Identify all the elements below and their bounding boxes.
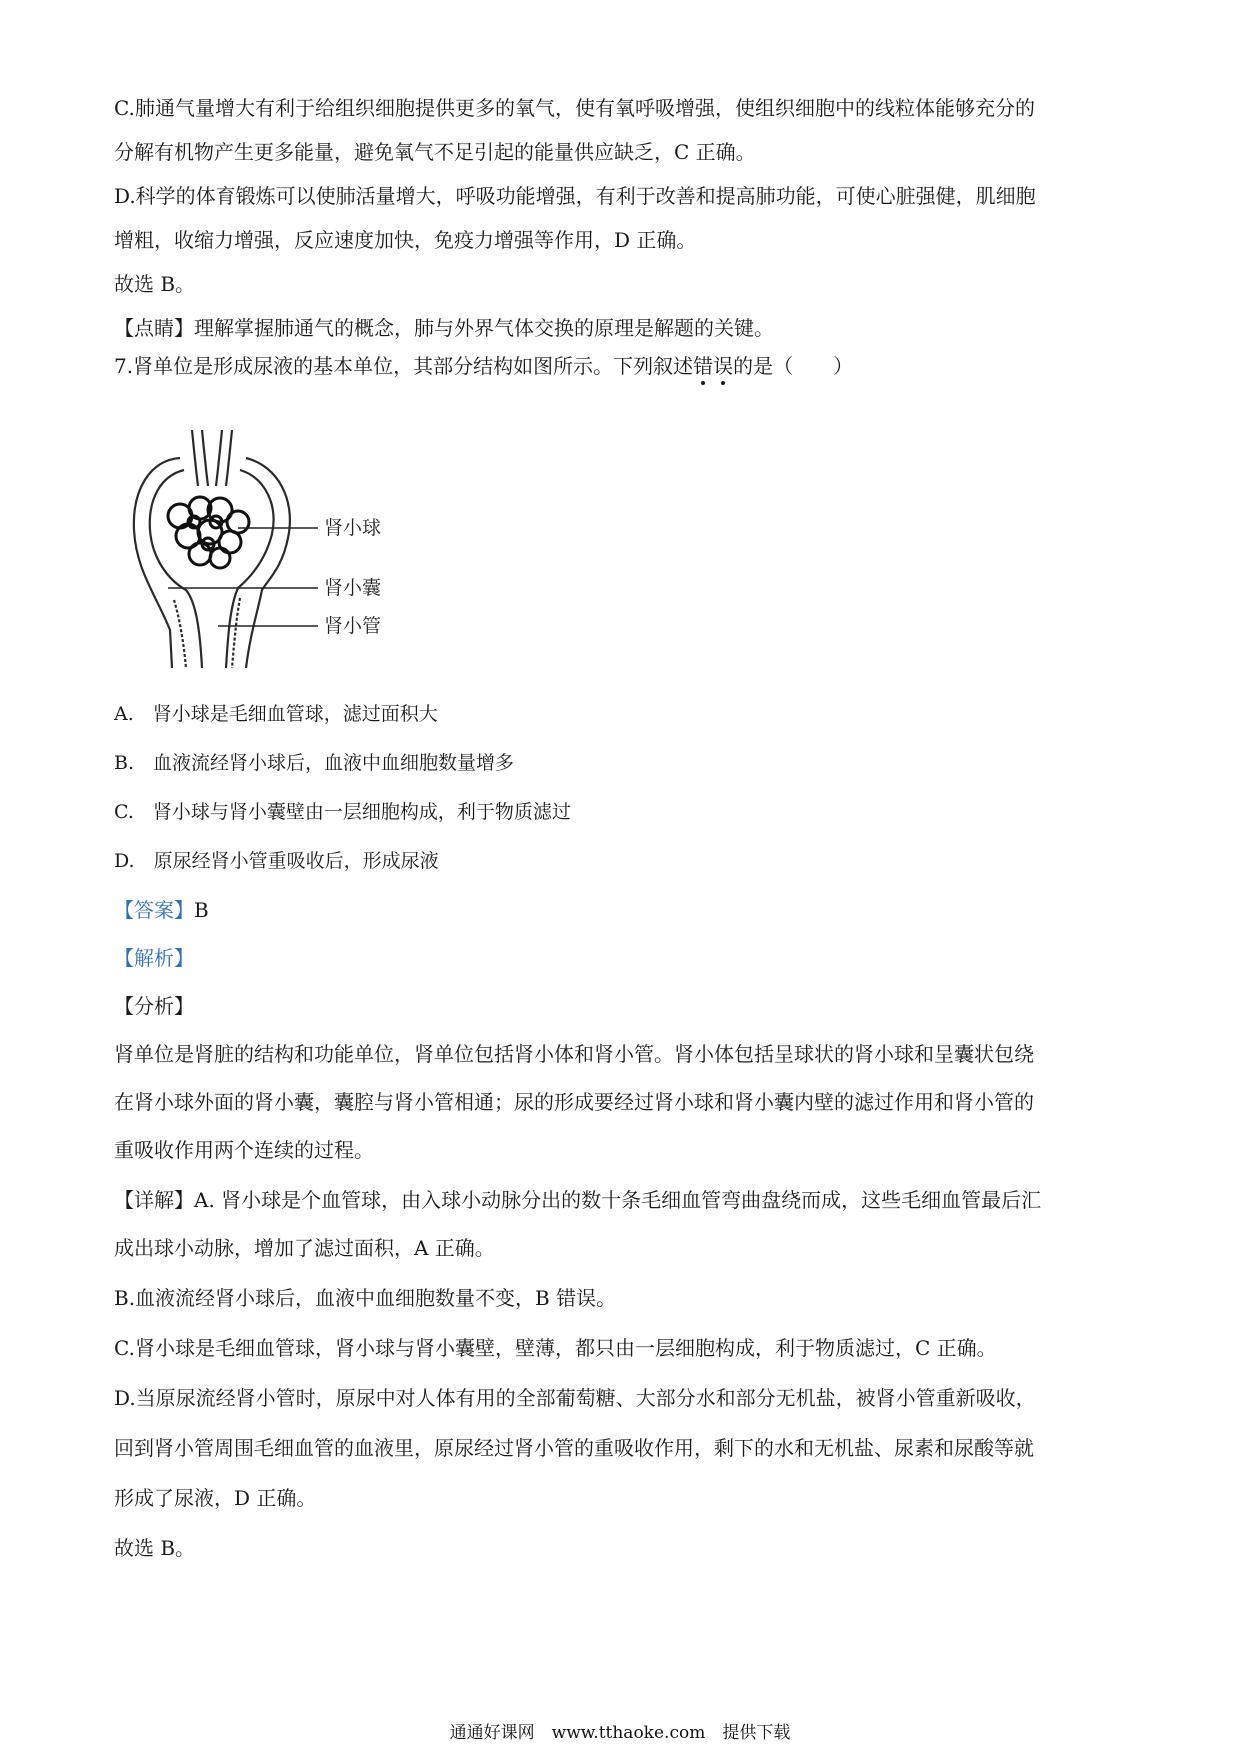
final-choice: 故选 B。	[114, 1536, 196, 1560]
detail-b: B.血液流经肾小球后，血液中血细胞数量不变，B 错误。	[114, 1286, 617, 1310]
prev-option-c-line2: 分解有机物产生更多能量，避免氧气不足引起的能量供应缺乏，C 正确。	[114, 140, 756, 164]
detail-d-line1: D.当原尿流经肾小管时，原尿中对人体有用的全部葡萄糖、大部分水和部分无机盐，被肾小管重新吸收，	[114, 1386, 1036, 1410]
efferent-vessel-2	[226, 430, 232, 486]
nephron-figure	[128, 430, 388, 670]
fenxi-line2: 在肾小球外面的肾小囊，囊腔与肾小管相通；尿的形成要经过肾小球和肾小囊内壁的滤过作用和肾小管的	[114, 1090, 1034, 1114]
label-capsule: 肾小囊	[324, 577, 382, 599]
prev-option-d-line2: 增粗，收缩力增强，反应速度加快，免疫力增强等作用，D 正确。	[114, 228, 697, 252]
detail-line2: 成出球小动脉，增加了滤过面积，A 正确。	[114, 1236, 495, 1260]
afferent-vessel-2	[202, 430, 208, 486]
fenxi-line1: 肾单位是肾脏的结构和功能单位，肾单位包括肾小体和肾小管。肾小体包括呈球状的肾小球和呈囊状包绕	[114, 1042, 1034, 1066]
afferent-vessel	[192, 430, 198, 486]
detail-c: C.肾小球是毛细血管球，肾小球与肾小囊壁，壁薄，都只由一层细胞构成，利于物质滤过，C 正确。	[114, 1336, 997, 1360]
label-glomerulus: 肾小球	[324, 517, 382, 539]
tubule-wall-right	[232, 598, 240, 668]
detail-d-line2: 回到肾小管周围毛细血管的血液里，原尿经过肾小管的重吸收作用，剩下的水和无机盐、尿素和尿酸等就	[114, 1436, 1034, 1460]
prev-option-d-line1: D.科学的体育锻炼可以使肺活量增大，呼吸功能增强，有利于改善和提高肺功能，可使心脏强健，肌细胞	[114, 184, 1036, 208]
question-stem-tail: 的是（ ）	[733, 354, 854, 378]
answer-value: B	[194, 898, 209, 922]
efferent-vessel	[216, 430, 222, 486]
tubule-wall-left	[174, 600, 186, 668]
prev-choice: 故选 B。	[114, 272, 196, 296]
fenxi-heading: 【分析】	[114, 994, 194, 1018]
glomerulus-coil	[168, 497, 249, 568]
bowman-capsule-inner-right	[226, 470, 274, 668]
page-footer: 通通好课网 www.tthaoke.com 提供下载	[449, 1723, 791, 1743]
bowman-capsule-outer-right	[246, 458, 290, 668]
answer-tag: 【答案】	[114, 898, 194, 922]
fenxi-line3: 重吸收作用两个连续的过程。	[114, 1138, 374, 1162]
emphasis-char: 错	[693, 354, 714, 378]
analysis-tag: 【解析】	[114, 946, 194, 970]
prev-tip: 【点睛】理解掌握肺通气的概念，肺与外界气体交换的原理是解题的关键。	[114, 316, 774, 340]
option-a: A. 肾小球是毛细血管球，滤过面积大	[114, 703, 438, 725]
option-b: B. 血液流经肾小球后，血液中血细胞数量增多	[114, 752, 515, 774]
emphasis-char: 误	[713, 354, 734, 378]
question-stem-text: 7.肾单位是形成尿液的基本单位，其部分结构如图所示。下列叙述	[114, 354, 694, 378]
prev-option-c-line1: C.肺通气量增大有利于给组织细胞提供更多的氧气，使有氧呼吸增强，使组织细胞中的线粒体能够充分的	[114, 96, 1035, 120]
label-tubule: 肾小管	[324, 615, 382, 637]
option-c: C. 肾小球与肾小囊壁由一层细胞构成，利于物质滤过	[114, 801, 571, 823]
option-d: D. 原尿经肾小管重吸收后，形成尿液	[114, 850, 439, 872]
question-7-stem	[114, 354, 1134, 378]
detail-d-line3: 形成了尿液，D 正确。	[114, 1486, 317, 1510]
answer-line	[114, 898, 1134, 922]
detail-line1: 【详解】A. 肾小球是个血管球，由入球小动脉分出的数十条毛细血管弯曲盘绕而成，这些毛细血管最后汇	[114, 1188, 1042, 1212]
